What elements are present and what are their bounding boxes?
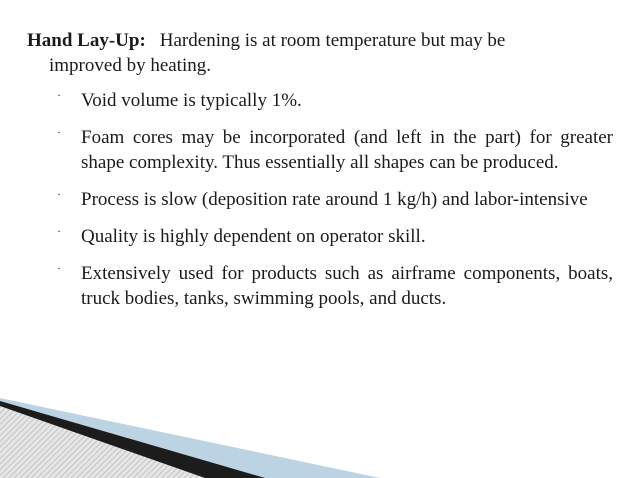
- bullet-text: Void volume is typically 1%.: [81, 90, 302, 111]
- section-heading: Hand Lay-Up:: [27, 30, 146, 51]
- bullet-dot-icon: ·: [57, 125, 61, 139]
- decorative-swoosh: [0, 390, 638, 478]
- bullet-text: Extensively used for products such as airframe components, boats, truck bodies, tanks, swimming pools, and ducts.: [81, 263, 613, 309]
- bullet-dot-icon: ·: [57, 187, 61, 201]
- bullet-dot-icon: ·: [57, 224, 61, 238]
- intro-continuation: improved by heating.: [49, 55, 211, 76]
- bullet-item: [0, 125, 613, 175]
- bullet-item: [0, 187, 613, 212]
- bullet-text: Foam cores may be incorporated (and left in the part) for greater shape complexity. Thus essentially all shapes can be produced.: [81, 127, 613, 173]
- bullet-list: [0, 88, 638, 323]
- intro-paragraph: [27, 28, 613, 78]
- bullet-item: [0, 261, 613, 311]
- bullet-text: Process is slow (deposition rate around 1 kg/h) and labor-intensive: [81, 189, 588, 210]
- bullet-dot-icon: ·: [57, 261, 61, 275]
- bullet-item: [0, 224, 613, 249]
- bullet-text: Quality is highly dependent on operator skill.: [81, 226, 426, 247]
- intro-text: Hardening is at room temperature but may be: [159, 30, 506, 51]
- bullet-item: [0, 88, 613, 113]
- bullet-dot-icon: ·: [57, 88, 61, 102]
